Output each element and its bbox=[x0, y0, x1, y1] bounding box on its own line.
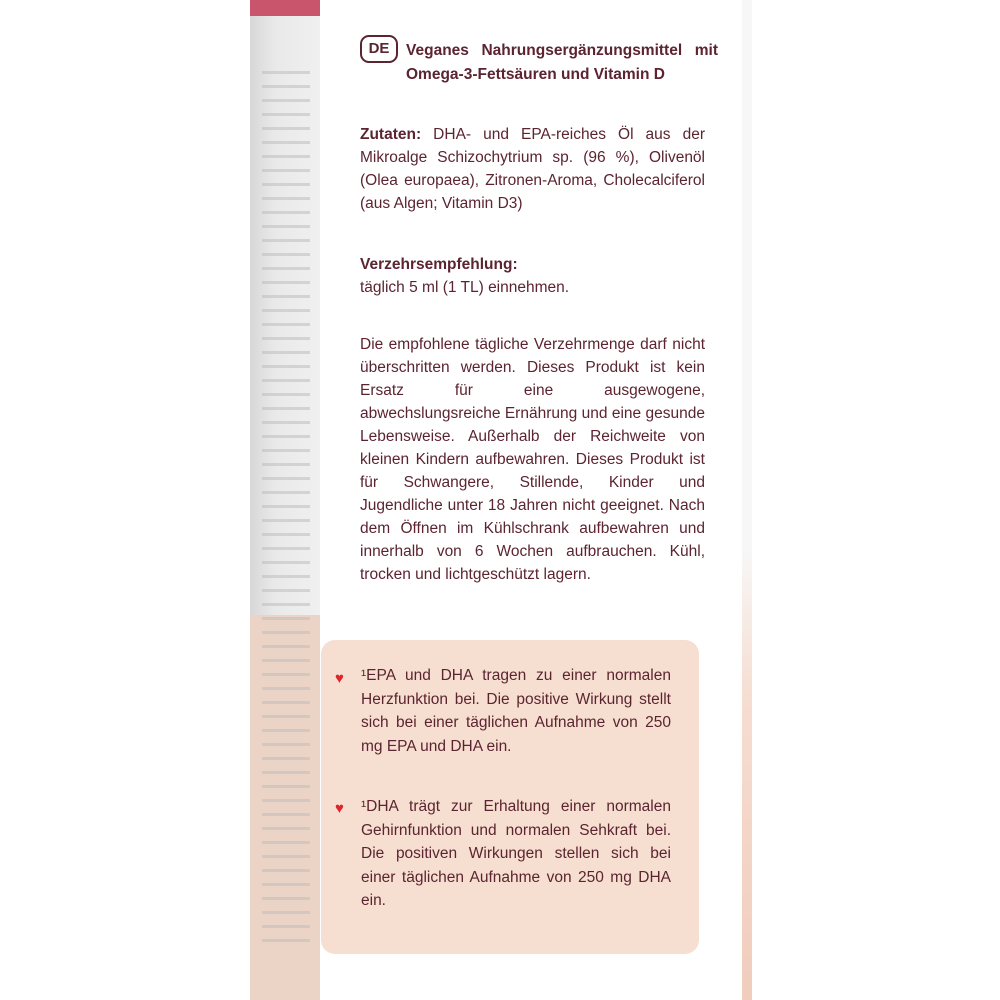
heart-icon: ♥ bbox=[335, 800, 344, 817]
warnings-text: Die empfohlene tägliche Verzehrmenge darf nicht überschritten werden. Dieses Produkt ist kein Ersatz für eine ausgewogene, abwechslungsreiche Ernährung und eine gesunde Lebensweise. Außerhalb der Reichweite von kleinen Kindern aufbewahren. Dieses Produkt ist für Schwangere, Stillende, Kinder und Jugendliche unter 18 Jahren nicht geeignet. Nach dem Öffnen im Kühlschrank aufbewahren und innerhalb von 6 Wochen aufbrauchen. Kühl, trocken und lichtgeschützt lagern. bbox=[360, 336, 705, 583]
side-accent-stripe bbox=[250, 0, 320, 16]
heart-icon: ♥ bbox=[335, 670, 344, 687]
ingredients-text: DHA- und EPA-reiches Öl aus der Mikroalge Schizochytrium sp. (96 %), Olivenöl (Olea europaea), Zitronen-Aroma, Cholecalciferol (aus Algen; Vitamin D3) bbox=[360, 126, 705, 212]
health-claims-box bbox=[321, 640, 699, 954]
claim-heart-function: ¹EPA und DHA tragen zu einer normalen Herzfunktion bei. Die positive Wirkung stellt sich bei einer täglichen Aufnahme von 250 mg EPA und DHA ein. bbox=[361, 667, 671, 755]
ingredients-section bbox=[360, 123, 705, 215]
dosage-text: täglich 5 ml (1 TL) einnehmen. bbox=[360, 279, 570, 296]
side-text-lines bbox=[262, 60, 310, 953]
dosage-section bbox=[360, 253, 705, 299]
background bbox=[752, 0, 1000, 1000]
dosage-label: Verzehrsempfehlung: bbox=[360, 256, 518, 273]
language-badge: DE bbox=[360, 35, 398, 63]
package-right-edge bbox=[742, 0, 752, 1000]
claim-brain-vision: ¹DHA trägt zur Erhaltung einer normalen Gehirnfunktion und normalen Sehkraft bei. Die positiven Wirkungen stellen sich bei einer täglichen Aufnahme von 250 mg DHA ein. bbox=[361, 798, 671, 909]
product-title: Veganes Nahrungsergänzungsmittel mit Omega-3-Fettsäuren und Vitamin D bbox=[406, 42, 718, 83]
ingredients-label: Zutaten: bbox=[360, 126, 422, 143]
